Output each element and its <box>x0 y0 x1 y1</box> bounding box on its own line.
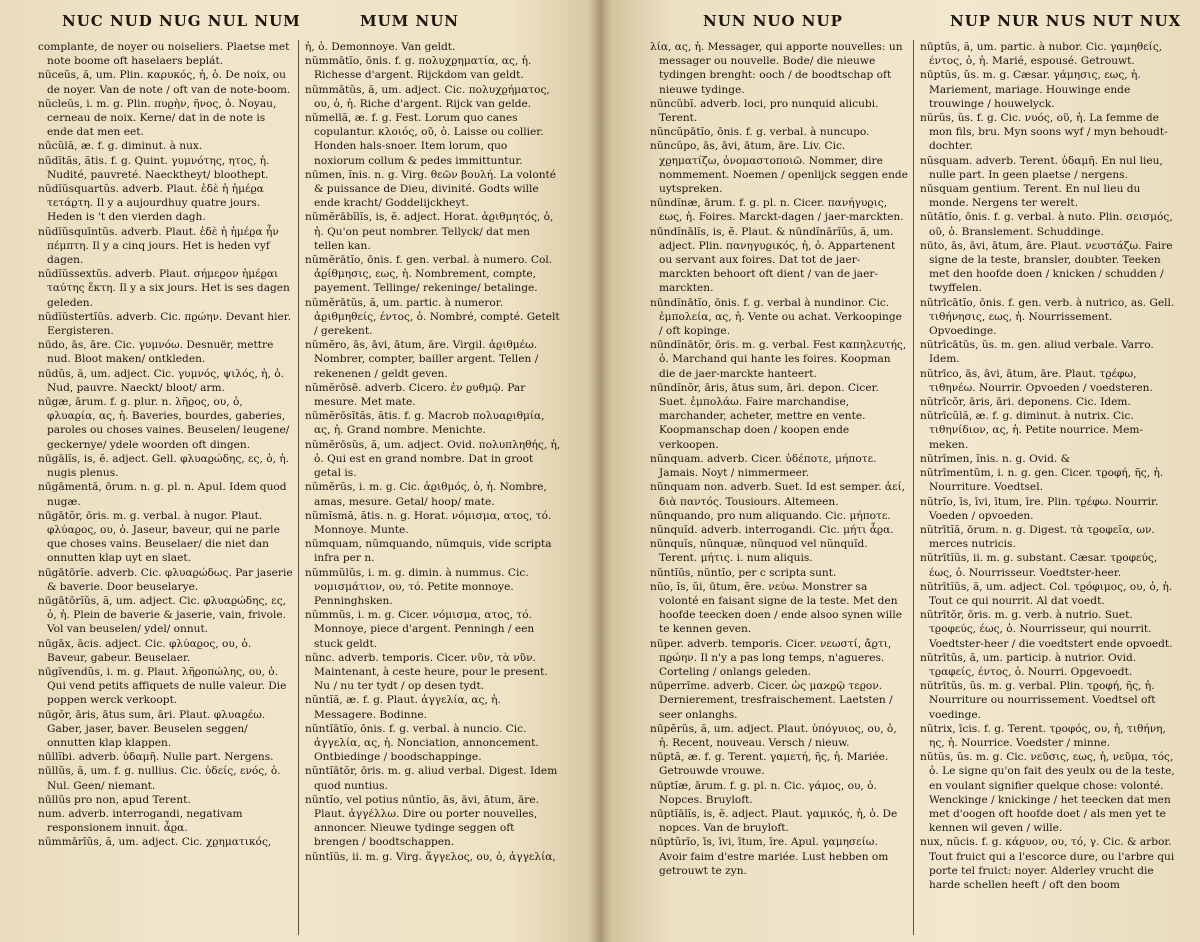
dictionary-entry: nŭntĭŭs, ii. m. g. Virg. ἄγγελος, ου, ὁ, ἀγγελία, <box>305 850 556 863</box>
running-header-right-2: NUP NUR NUS NUT NUX <box>950 12 1182 30</box>
dictionary-entry: nŭnquam non. adverb. Suet. Id est semper. ἀεί, διὰ παντός. Tousiours. Altemeen. <box>650 481 906 508</box>
dictionary-entry: nŭdĭŭsquartŭs. adverb. Plaut. ἐδὲ ἡ ἡμέϱα τετάϱτη. Il y a aujourdhuy quatre jours. Heden is 't den vierden dagh. <box>38 183 264 224</box>
dictionary-entry: nŭdĭŭsquīntŭs. adverb. Plaut. ἐδὲ ἡ ἡμέϱα ἦν πέμπτη. Il y a cinq jours. Het is heden vyf dagen. <box>38 225 279 267</box>
book-gutter <box>588 0 612 942</box>
running-header-left-2: MUM NUN <box>360 12 460 30</box>
dictionary-entry: nūdŭs, ă, um. adject. Cic. γυμνός, ψιλός, ἡ, ὁ. Nud, pauvre. Naeckt/ bloot/ arm. <box>38 367 285 394</box>
dictionary-entry: nūperrĭme. adverb. Cicer. ὡς μαϰϱῷ τεϱον. Dernierement, tresfraischement. Laetsten / seer onlanghs. <box>650 680 893 721</box>
dictionary-entry: nŭmellă, æ. f. g. Fest. Lorum quo canes copulantur. κλοιός, οῦ, ὁ. Laisse ou collier. Honden hals-snoer. Item lorum, quo noxiorum collum & pedes immittuntur. <box>305 112 544 167</box>
dictionary-entry: λία, ας, ἡ. Messager, qui apporte nouvelles: un messager ou nouvelle. Bode/ die nieuwe tydingen brenght: ooch / de boodtschap oft nieuwe tydinge. <box>650 41 903 96</box>
dictionary-entry: nŭtrītĭŭs, ii. m. g. substant. Cæsar. τϱοφεύς, έως, ὁ. Nourrisseur. Voedtster-heer. <box>920 552 1158 579</box>
dictionary-entry: nūptŭs, ă, um. partic. à nubor. Cic. γαμηθείς, έντος, ὁ, ἡ. Marié, espousé. Getrouwt. <box>920 41 1163 68</box>
dictionary-entry: nŭtrītŏr, ōris. m. g. verb. à nutrio. Suet. τϱοφεύς, έως, ὁ. Nourrisseur, qui nourrit. Voedtster-heer / die voedtstert ende opvoedt. <box>920 609 1173 650</box>
dictionary-entry: nŭntĭo, vel potius nūntĭo, ās, āvi, ātum, āre. Plaut. ἀγγέλλω. Dire ou porter nouvelles, annoncer. Nieuwe tydinge seggen oft brengen / boodtschappen. <box>305 793 539 849</box>
dictionary-entry: nŭnc. adverb. temporis. Cicer. νῦν, τὰ νῦν. Maintenant, à ceste heure, pour le present. Nu / nu ter tydt / op desen tydt. <box>305 651 548 693</box>
dictionary-entry: nŭsquam gentium. Terent. En nul lieu du monde. Nergens ter werelt. <box>920 183 1141 210</box>
dictionary-entry: nŭtrīcātĭo, ōnis. f. gen. verb. à nutrico, as. Gell. τιθήνησις, εως, ἡ. Nourrissement. Opvoedinge. <box>920 296 1175 338</box>
dictionary-entry: nūgātōrĭŭs, ă, um. adject. Cic. φλυαϱώδης, ες, ὁ, ἡ. Plein de baverie & jaserie, vain, frivole. Vol van beuselen/ ydel/ onnut. <box>38 594 286 636</box>
dictionary-entry: nŭtrītŭs, ă, um. particip. à nutrior. Ovid. τϱαφείς, έντος, ὁ. Nourri. Opgevoedt. <box>920 651 1137 678</box>
dictionary-entry: nŭdĭŭssextŭs. adverb. Plaut. σήμεϱον ἡμέϱαι ταύτης ἕκτη. Il y a six jours. Het is ses dagen geleden. <box>38 268 290 309</box>
dictionary-entry: nūpĕrŭs, ă, um. adject. Plaut. ὑπόγυιος, ου, ὁ, ἡ. Recent, nouveau. Versch / nieuw. <box>650 722 897 749</box>
dictionary-entry: nŭntĭātĭo, ōnis. f. g. verbal. à nuncio. Cic. ἀγγελία, ας, ἡ. Nonciation, annoncement. Ontbiedinge / boodschappinge. <box>305 722 539 764</box>
dictionary-entry: nūper. adverb. temporis. Cicer. νεωστί, ἄϱτι, πϱώην. Il n'y a pas long temps, n'agueres. Corteling / onlangs geleden. <box>650 637 892 678</box>
dictionary-entry: nŭtrīmentŭm, i. n. g. gen. Cicer. τϱοφή, ῆς, ἡ. Nourriture. Voedtsel. <box>920 467 1164 494</box>
dictionary-entry: nūndĭnæ, ārum. f. g. pl. n. Cicer. πανήγυϱις, εως, ἡ. Foires. Marckt-dagen / jaer-marckten. <box>650 197 904 224</box>
running-header-left-1: NUC NUD NUG NUL NUM <box>62 12 301 30</box>
dictionary-entry: nŭmĕrŭs, i. m. g. Cic. ἀϱιθμός, ὁ, ἡ. Nombre, amas, mesure. Getal/ hoop/ mate. <box>305 481 547 508</box>
dictionary-entry: nŭnquam. adverb. Cicer. ὐδέποτε, μήποτε. Jamais. Noyt / nimmermeer. <box>650 452 877 480</box>
dictionary-entry: nŭceŭs, ă, um. Plin. καρυκός, ἡ, ὁ. De noix, ou de noyer. Van de note / oft van de note-boom. <box>38 69 291 96</box>
dictionary-entry: nŭtrix, īcis. f. g. Terent. τϱοφός, ου, ἡ, τιθήνη, ης, ἡ. Nourrice. Voedster / minne. <box>920 722 1166 749</box>
dictionary-entry: nŭtrĭo, īs, īvi, ītum, īre. Plin. τϱέφω. Nourrir. Voeden / opvoeden. <box>920 495 1159 522</box>
running-header-right-1: NUN NUO NUP <box>703 12 843 30</box>
dictionary-entry: nŭnquĭd. adverb. interrogandi. Cic. μήτι ἆϱα. <box>650 523 894 536</box>
dictionary-entry: nŭncŭbĭ. adverb. loci, pro nunquid alicubi. Terent. <box>650 97 879 125</box>
dictionary-entry: nŭcŭlă, æ. f. g. diminut. à nux. <box>38 140 203 153</box>
dictionary-entry: nŭtrīmen, ĭnis. n. g. Ovid. & <box>920 452 1071 465</box>
dictionary-entry: nūllĭbi. adverb. ὐδαμῆ. Nulle part. Nergens. <box>38 751 274 764</box>
dictionary-entry: nūmen, ĭnis. n. g. Virg. θεῶν βουλή. La volonté & puissance de Dieu, divinité. Godts wille ende kracht/ Goddelijckheyt. <box>305 168 557 210</box>
dictionary-entry: nūptŭrĭo, īs, īvi, ītum, īre. Apul. γαμησείω. Avoir faim d'estre mariée. Lust hebben om getrouwt te zyn. <box>650 836 889 877</box>
column-rule-left <box>298 40 299 935</box>
dictionary-entry: nūptĭālĭs, is, ĕ. adject. Plaut. γαμικός, ἡ, ὁ. De nopces. Van de bruyloft. <box>650 807 898 835</box>
dictionary-entry: nŭmquam, nŭmquando, nŭmquis, vide scripta infra per n. <box>305 538 552 565</box>
dictionary-entry: nŭntĭă, æ. f. g. Plaut. ἀγγελία, ας, ἡ. Messagere. Bodinne. <box>305 694 501 721</box>
dictionary-entry: nūgāx, ācis. adject. Cic. φλύαϱος, ου, ὁ. Baveur, gabeur. Beuselaer. <box>38 637 252 664</box>
dictionary-column-4 <box>920 40 1176 935</box>
dictionary-entry: nŭmĕrātĭo, ōnis. f. gen. verbal. à numero. Col. ἀϱίθμησις, εως, ἡ. Nombrement, compte, payement. Tellinge/ rekeninge/ betalinge. <box>305 254 553 295</box>
dictionary-entry: nŭmmātŭs, ă, um. adject. Cic. πολυχϱήματος, ου, ὁ, ἡ. Riche d'argent. Rijck van gelde. <box>305 83 550 110</box>
dictionary-entry: nŭmmŭs, i. m. g. Cicer. νόμισμα, ατος, τό. Monnoye, piece d'argent. Penningh / een stuck geldt. <box>305 609 535 650</box>
dictionary-column-3 <box>650 40 908 935</box>
dictionary-entry: nūptă, æ. f. g. Terent. γαμετή, ῆς, ἡ. Mariée. Getrouwde vrouwe. <box>650 751 889 778</box>
dictionary-entry: nŭtrīcŏr, āris, āri. deponens. Cic. Idem. <box>920 396 1131 409</box>
dictionary-entry: nŭrŭs, ŭs. f. g. Cic. νυός, οῦ, ἡ. La femme de mon fils, bru. Myn soons wyf / myn behoudt-dochter. <box>920 112 1168 153</box>
dictionary-entry: nŭntĭātŏr, ōris. m. g. aliud verbal. Digest. Idem quod nuntius. <box>305 765 558 792</box>
column-rule-right <box>913 40 914 935</box>
dictionary-entry: nūllŭs pro non, apud Terent. <box>38 793 191 806</box>
dictionary-entry: nŭmĕrōsĭtăs, ătis. f. g. Macrob πολυαϱιθμία, ας, ἡ. Grand nombre. Menichte. <box>305 410 545 437</box>
dictionary-entry: nŭtrīcātŭs, ŭs. m. gen. aliud verbale. Varro. Idem. <box>920 339 1154 366</box>
dictionary-entry: nūllŭs, ă, um. f. g. nullius. Cic. ὐδείς, ενός, ὁ. Nul. Geen/ niemant. <box>38 765 281 792</box>
dictionary-entry: nŭdĭtăs, ătis. f. g. Quint. γυμνότης, ητος, ἡ. Nudité, pauvreté. Naecktheyt/ bloothept. <box>38 154 270 181</box>
dictionary-entry: nŭsquam. adverb. Terent. ὐδαμῆ. En nul lieu, nulle part. In geen plaetse / nergens. <box>920 154 1163 181</box>
dictionary-entry: nŭmĕrābĭlĭs, is, ĕ. adject. Horat. ἀϱιθμητός, ὁ, ἡ. Qu'on peut nombrer. Tellyck/ dat men tellen kan. <box>305 211 554 252</box>
dictionary-entry: complante, de noyer ou noiseliers. Plaetse met note boome oft haselaers beplát. <box>38 41 290 68</box>
dictionary-entry: nūgāmentă, ōrum. n. g. pl. n. Apul. Idem quod nugæ. <box>38 481 287 508</box>
dictionary-entry: nŭnquĭs, nŭnquæ, nŭnquod vel nŭnquĭd. Terent. μήτις. i. num aliquis. <box>650 538 868 565</box>
dictionary-entry: nŭmmātĭo, ōnis. f. g. πολυχϱηματία, ας, ἡ. Richesse d'argent. Rijckdom van geldt. <box>305 55 532 82</box>
dictionary-entry: nūgĭvendŭs, i. m. g. Plaut. λῆϱοπώλης, ου, ὁ. Qui vend petits affiquets de nulle valeur. Die poppen werck verkoopt. <box>38 665 287 707</box>
dictionary-entry: nŭtrīcŭlă, æ. f. g. diminut. à nutrix. Cic. τιθηνίδιον, ας, ἡ. Petite nourrice. Mem-meken. <box>920 410 1144 451</box>
dictionary-entry: nūgŏr, āris, ātus sum, āri. Plaut. φλυαϱέω. Gaber, jaser, baver. Beuselen seggen/ onnutten klap klappen. <box>38 708 266 749</box>
dictionary-entry: nŭo, ĭs, ŭi, ūtum, ĕre. νεύω. Monstrer sa volonté en faisant signe de la teste. Met den hoofde teecken doen / ende alsoo synen wille te kennen geven. <box>650 580 903 636</box>
dictionary-entry: nūndĭnātŏr, ōris. m. g. verbal. Fest καπηλευτής, ὁ. Marchand qui hante les foires. Koopman die de jaer-marckte hanteert. <box>650 339 907 380</box>
dictionary-entry: nŭmĕrōsŭs, ă, um. adject. Ovid. πολυπληθής, ἡ, ὁ. Qui est en grand nombre. Dat in groot getal is. <box>305 438 561 480</box>
dictionary-entry: nŭmmŭlŭs, i. m. g. dimin. à nummus. Cic. νομισμάτιον, ου, τό. Petite monnoye. Penninghsken. <box>305 566 529 607</box>
dictionary-entry: num. adverb. interrogandi, negativam responsionem innuit. ἆϱα. <box>38 807 243 835</box>
dictionary-entry: nŭmĕrātŭs, ă, um. partic. à numeror. ἀϱιθμηθείς, έντος, ὁ. Nombré, compté. Getelt / gerekent. <box>305 296 560 338</box>
dictionary-entry: nŭtrītŭs, ŭs. m. g. verbal. Plin. τϱοφή, ῆς, ἡ. Nourriture ou nourrissement. Voedtsel oft voedinge. <box>920 680 1156 721</box>
dictionary-entry: nŭtŭs, ŭs. m. g. Cic. νεῦσις, εως, ἡ, νεῦμα, τός, ὁ. Le signe qu'on fait des yeulx ou de la teste, en voulant signifier quelque chose: volonté. Wenckinge / knickinge / het teecken dat men met d'oogen oft hoofde doet / als men yet te kennen wil geven / wille. <box>920 751 1175 835</box>
dictionary-entry: nŭmĕro, ās, āvi, ātum, āre. Virgil. ἀϱιθμέω. Nombrer, compter, bailler argent. Tellen / rekenenen / geldt geven. <box>305 339 539 380</box>
dictionary-entry: nūndĭnŏr, āris, ātus sum, āri. depon. Cicer. Suet. ἐμπολάω. Faire marchandise, marchander, acheter, mettre en vente. Koopmanschap doen / koopen ende verkoopen. <box>650 381 879 451</box>
dictionary-entry: nūgātŏr, ōris. m. g. verbal. à nugor. Plaut. φλύαϱος, ου, ὁ. Jaseur, baveur, qui ne parle que choses vains. Beuselaer/ die niet dan onnutten klap uyt en slaet. <box>38 509 280 565</box>
dictionary-entry: nŭmĕrōsē. adverb. Cicero. ἐν ϱυθμῷ. Par mesure. Met mate. <box>305 381 526 409</box>
dictionary-entry: nūndĭnātĭo, ōnis. f. g. verbal à nundinor. Cic. ἐμπολεία, ας, ἡ. Vente ou achat. Verkoopinge / oft kopinge. <box>650 296 902 338</box>
dictionary-entry: nŭmĭsmă, ătis. n. g. Horat. νόμισμα, ατος, τό. Monnoye. Munte. <box>305 509 552 536</box>
dictionary-entry: nŭtrītĭă, ōrum. n. g. Digest. τὰ τϱοφεῖα, ων. merces nutricis. <box>920 523 1155 551</box>
dictionary-column-2 <box>305 40 561 935</box>
dictionary-entry: nŭncŭpātĭo, ōnis. f. g. verbal. à nuncupo. <box>650 126 870 139</box>
dictionary-entry: ἡ, ὁ. Demonnoye. Van geldt. <box>305 41 456 53</box>
dictionary-entry: nŭtātĭo, ōnis. f. g. verbal. à nuto. Plin. σεισμός, οῦ, ὁ. Branslement. Schuddinge. <box>920 211 1173 238</box>
dictionary-entry: nūptĭæ, ārum. f. g. pl. n. Cic. γάμος, ου, ὁ. Nopces. Bruyloft. <box>650 779 877 806</box>
dictionary-entry: nux, nŭcis. f. g. κάϱυον, ου, τό, γ. Cic. & arbor. Tout fruict qui a l'escorce dure, ou l'arbre qui porte tel fruict: noyer. Alderley vrucht die harde schellen heeft / oft den boom <box>920 836 1175 891</box>
dictionary-entry: nŭntĭŭs, nŭntĭo, per c scripta sunt. <box>650 566 837 579</box>
dictionary-entry: nŭmmārĭŭs, ă, um. adject. Cic. χϱηματικός, <box>38 836 272 849</box>
dictionary-entry: nūgæ, ārum. f. g. plur. n. λῆϱος, ου, ὁ, φλυαϱία, ας, ἡ. Baveries, bourdes, gaberies, paroles ou choses vaines. Beuselen/ leugene/ geckernye/ ydele woorden oft dingen. <box>38 396 290 451</box>
dictionary-entry: nŭnquando, pro num aliquando. Cic. μήποτε. <box>650 509 891 522</box>
dictionary-column-1 <box>38 40 293 935</box>
dictionary-entry: nūndĭnālĭs, is, ĕ. Plaut. & nūndĭnārĭŭs, ă, um. adject. Plin. πανηγυϱικός, ἡ, ὁ. Appartenent ou servant aux foires. Dat tot de jaer-marckten behoort oft dient / van de jaer-marckten. <box>650 225 896 295</box>
dictionary-entry: nūto, ās, āvi, ātum, āre. Plaut. νευστάζω. Faire signe de la teste, bransler, doubter. Teeken met den hoofde doen / knicken / schudden / twyffelen. <box>920 239 1173 295</box>
dictionary-entry: nūgālĭs, is, ĕ. adject. Gell. φλυαϱώδης, ες, ὁ, ἡ. nugis plenus. <box>38 452 290 480</box>
dictionary-entry: nŭdĭŭstertĭŭs. adverb. Cic. πϱώην. Devant hier. Eergisteren. <box>38 310 292 338</box>
dictionary-entry: nŭncŭpo, ās, āvi, ātum, āre. Liv. Cic. χϱηματίζω, ὀνομαστοποιῶ. Nommer, dire nommement. Noemen / openlijck seggen ende uytspreken. <box>650 140 908 196</box>
dictionary-entry: nŭtrīco, ās, āvi, ātum, āre. Plaut. τϱέφω, τιθηνέω. Nourrir. Opvoeden / voedsteren. <box>920 367 1153 394</box>
right-page <box>600 0 1200 942</box>
dictionary-entry: nūgātōrĭe. adverb. Cic. φλυαϱώδως. Par jaserie & baverie. Door beuselarye. <box>38 566 293 593</box>
dictionary-entry: nūdo, ās, āre. Cic. γυμνόω. Desnuër, mettre nud. Bloot maken/ ontkleden. <box>38 339 274 366</box>
dictionary-entry: nŭtrītĭŭs, ă, um. adject. Col. τϱόφιμος, ου, ὁ, ἡ. Tout ce qui nourrit. Al dat voedt. <box>920 580 1173 607</box>
dictionary-entry: nūptŭs, ŭs. m. g. Cæsar. γάμησις, εως, ἡ. Mariement, mariage. Houwinge ende trouwinge / houwelyck. <box>920 69 1141 110</box>
dictionary-entry: nŭcleŭs, i. m. g. Plin. πυϱὴν, ῆνος, ὁ. Noyau, cerneau de noix. Kerne/ dat in de note is ende dat men eet. <box>38 97 277 139</box>
